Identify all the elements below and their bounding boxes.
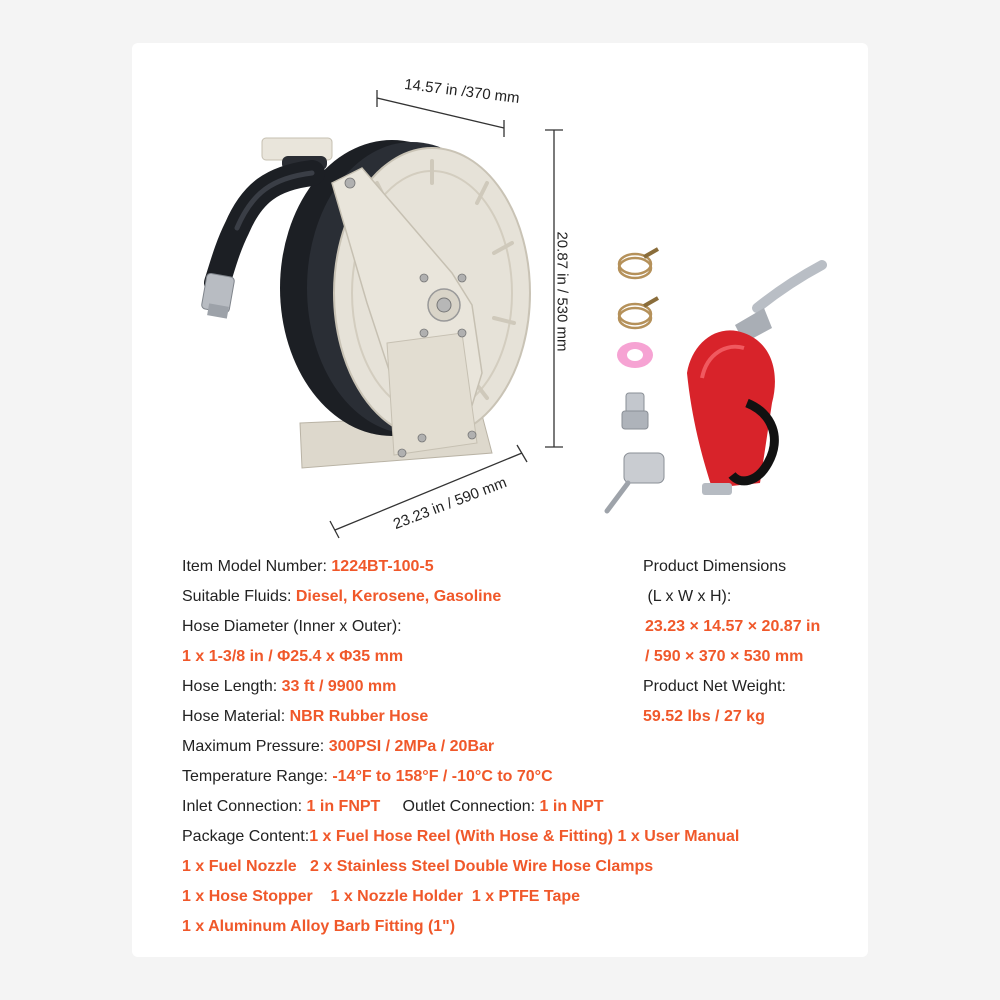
width-dimension-label: 14.57 in /370 mm — [403, 76, 521, 107]
ptfe-tape-icon — [617, 342, 653, 368]
nozzle-holder-icon — [607, 453, 664, 511]
spec-length-value: 33 ft / 9900 mm — [281, 678, 397, 695]
spec-material-label: Hose Material: — [182, 708, 286, 725]
spec-model — [182, 557, 434, 577]
spec-product-dimensions-label2: (L x W x H): — [643, 588, 732, 605]
spec-temperature-label: Temperature Range: — [182, 768, 328, 785]
spec-material — [182, 707, 428, 727]
spec-product-dimensions-value-mm: / 590 × 370 × 530 mm — [645, 648, 804, 665]
hose-reel — [201, 138, 530, 468]
spec-product-dimensions-value-in: 23.23 × 14.57 × 20.87 in — [645, 618, 821, 635]
spec-package-line3 — [182, 887, 580, 907]
spec-package-line: 1 x Hose Stopper 1 x Nozzle Holder 1 x PTFE Tape — [182, 888, 581, 905]
spec-length-label: Hose Length: — [182, 678, 278, 695]
spec-model-label: Item Model Number: — [182, 558, 327, 575]
spec-pressure — [182, 737, 494, 757]
spec-pressure-label: Maximum Pressure: — [182, 738, 325, 755]
spec-diameter-label: Hose Diameter (Inner x Outer): — [182, 618, 402, 635]
spec-package-line: 1 x Aluminum Alloy Barb Fitting (1") — [182, 918, 456, 935]
spec-temperature-value: -14°F to 158°F / -10°C to 70°C — [332, 768, 553, 785]
product-card — [132, 43, 868, 957]
spec-package-line: 1 x Fuel Nozzle 2 x Stainless Steel Double Wire Hose Clamps — [182, 858, 654, 875]
length-dimension-label: 23.23 in / 590 mm — [390, 474, 510, 533]
spec-weight-label: Product Net Weight: — [643, 678, 786, 695]
spec-pressure-value: 300PSI / 2MPa / 20Bar — [328, 738, 495, 755]
hose-clamp-icon — [619, 298, 658, 328]
fuel-nozzle-icon — [687, 265, 822, 495]
barb-fitting-icon — [622, 393, 648, 429]
hose-clamp-icon — [619, 249, 658, 278]
spec-connections — [182, 797, 604, 817]
spec-product-dimensions-label: Product Dimensions — [643, 558, 787, 575]
spec-temperature — [182, 767, 553, 787]
spec-package-line: 1 x Fuel Hose Reel (With Hose & Fitting) 1 x User Manual — [309, 828, 740, 845]
spec-diameter-line2 — [182, 647, 403, 667]
height-dimension-label: 20.87 in / 530 mm — [553, 231, 571, 352]
spec-diameter — [182, 617, 402, 637]
spec-inlet-label: Inlet Connection: — [182, 798, 303, 815]
spec-product-dimensions-in — [645, 617, 820, 637]
spec-package-line4 — [182, 917, 455, 937]
spec-weight-line2 — [643, 707, 765, 727]
spec-fluids-value: Diesel, Kerosene, Gasoline — [295, 588, 502, 605]
spec-package-line2 — [182, 857, 653, 877]
spec-fluids — [182, 587, 501, 607]
spec-product-dimensions-mm — [645, 647, 803, 667]
spec-fluids-label: Suitable Fluids: — [182, 588, 292, 605]
spec-model-value: 1224BT-100-5 — [331, 558, 434, 575]
spec-weight-value: 59.52 lbs / 27 kg — [643, 708, 765, 725]
spec-diameter-value: 1 x 1-3/8 in / Φ25.4 x Φ35 mm — [182, 648, 404, 665]
product-illustration — [132, 43, 868, 543]
spec-material-value: NBR Rubber Hose — [289, 708, 429, 725]
spec-length — [182, 677, 396, 697]
spec-weight — [643, 677, 786, 697]
spec-product-dimensions — [643, 557, 786, 577]
spec-product-dimensions-line2 — [643, 587, 731, 607]
spec-package-label: Package Content: — [182, 828, 310, 845]
spec-outlet-label: Outlet Connection: — [402, 798, 536, 815]
spec-package — [182, 827, 739, 847]
spec-outlet-value: 1 in NPT — [539, 798, 604, 815]
spec-inlet-value: 1 in FNPT — [306, 798, 381, 815]
